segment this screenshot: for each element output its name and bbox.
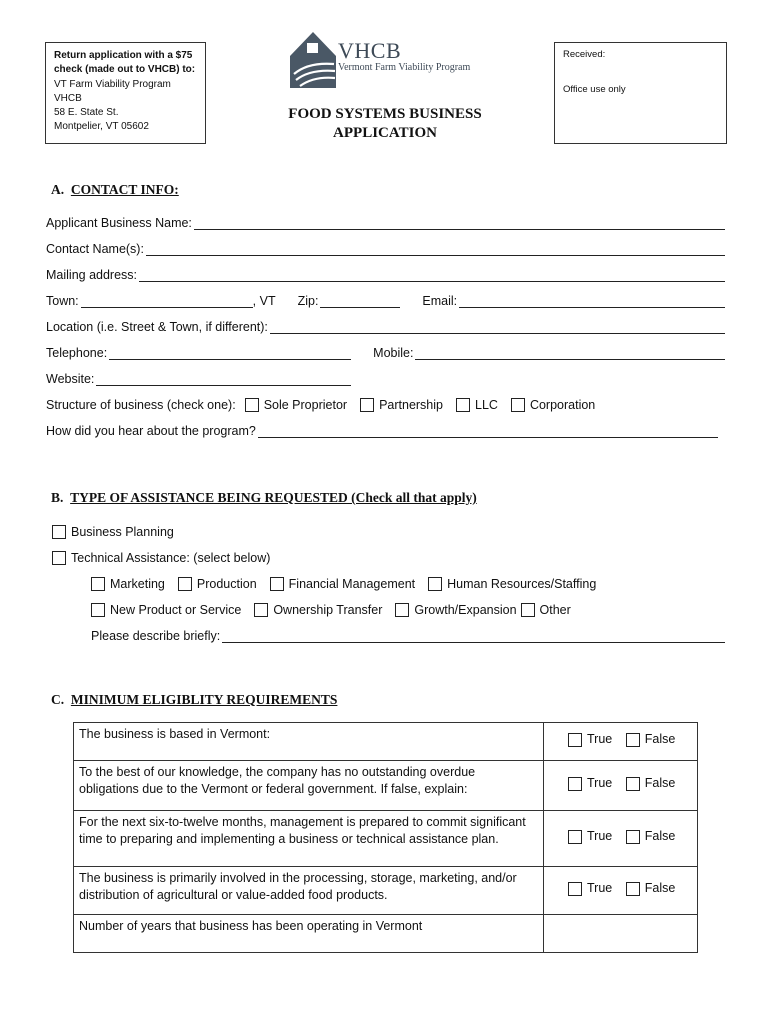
location-row <box>46 317 725 334</box>
eligibility-table <box>73 722 698 953</box>
business-name-row <box>46 213 725 230</box>
email-field[interactable] <box>459 294 725 308</box>
true-checkbox[interactable] <box>568 777 582 791</box>
technical-row <box>52 548 725 565</box>
option-business-planning[interactable] <box>52 525 174 539</box>
email-label: Email: <box>422 294 458 308</box>
telephone-row <box>46 343 725 360</box>
human-resources-checkbox[interactable] <box>428 577 442 591</box>
table-row <box>74 915 698 953</box>
growth-expansion-label: Growth/Expansion <box>414 603 517 617</box>
marketing-checkbox[interactable] <box>91 577 105 591</box>
location-field[interactable] <box>270 320 725 334</box>
true-label: True <box>587 732 613 747</box>
false-label: False <box>644 732 676 747</box>
assistance-row-1 <box>91 574 725 591</box>
describe-field[interactable] <box>222 629 725 643</box>
business-planning-label: Business Planning <box>71 525 174 539</box>
true-false-cell <box>544 761 698 811</box>
false-checkbox[interactable] <box>626 733 640 747</box>
office-use-label: Office use only <box>563 84 626 95</box>
financial-management-label: Financial Management <box>288 577 416 591</box>
true-false-cell <box>544 811 698 867</box>
false-checkbox[interactable] <box>626 830 640 844</box>
mobile-field[interactable] <box>415 346 725 360</box>
town-row <box>46 291 725 308</box>
section-a-title: CONTACT INFO: <box>70 182 179 197</box>
zip-field[interactable] <box>320 294 400 308</box>
partnership-checkbox[interactable] <box>360 398 374 412</box>
ownership-transfer-checkbox[interactable] <box>254 603 268 617</box>
mailing-field[interactable] <box>139 268 725 282</box>
option-new-product[interactable] <box>91 603 241 617</box>
table-row <box>74 811 698 867</box>
false-checkbox[interactable] <box>626 777 640 791</box>
option-ownership-transfer[interactable] <box>254 603 382 617</box>
structure-row <box>46 395 725 412</box>
telephone-field[interactable] <box>109 346 351 360</box>
return-line-2: check (made out to VHCB) to: <box>54 64 196 76</box>
vt-label: , VT <box>252 294 276 308</box>
logo-subtitle: Vermont Farm Viability Program <box>338 62 471 73</box>
received-box <box>554 42 727 144</box>
option-human-resources[interactable] <box>428 577 596 591</box>
hear-field[interactable] <box>258 424 718 438</box>
eligibility-question: For the next six-to-twelve months, management is prepared to commit significant time to preparing and implementing a business or technical assistance plan. <box>74 811 544 867</box>
partnership-label: Partnership <box>379 398 443 412</box>
true-false-cell <box>544 867 698 915</box>
ownership-transfer-label: Ownership Transfer <box>273 603 383 617</box>
title-line-1: FOOD SYSTEMS BUSINESS <box>288 106 482 122</box>
technical-assistance-checkbox[interactable] <box>52 551 66 565</box>
technical-assistance-label: Technical Assistance: (select below) <box>71 551 271 565</box>
describe-row <box>91 626 725 643</box>
describe-label: Please describe briefly: <box>91 629 221 643</box>
received-label: Received: <box>563 49 606 60</box>
true-option[interactable] <box>568 731 612 748</box>
production-checkbox[interactable] <box>178 577 192 591</box>
section-b-heading <box>51 490 477 506</box>
false-option[interactable] <box>626 880 676 897</box>
false-checkbox[interactable] <box>626 882 640 896</box>
section-b-letter: B. <box>51 490 64 505</box>
website-row <box>46 369 725 386</box>
option-sole-proprietor[interactable] <box>245 398 347 412</box>
llc-checkbox[interactable] <box>456 398 470 412</box>
option-technical-assistance[interactable] <box>52 551 270 565</box>
business-name-field[interactable] <box>194 216 725 230</box>
section-a-heading <box>51 182 179 198</box>
sole-proprietor-checkbox[interactable] <box>245 398 259 412</box>
true-false-cell <box>544 723 698 761</box>
false-label: False <box>644 776 676 791</box>
false-label: False <box>644 881 676 896</box>
option-marketing[interactable] <box>91 577 165 591</box>
false-option[interactable] <box>626 731 676 748</box>
false-option[interactable] <box>626 828 676 845</box>
other-label: Other <box>539 603 571 617</box>
website-field[interactable] <box>96 372 351 386</box>
true-checkbox[interactable] <box>568 733 582 747</box>
true-checkbox[interactable] <box>568 830 582 844</box>
option-other[interactable] <box>521 603 571 617</box>
true-label: True <box>587 776 613 791</box>
option-growth-expansion[interactable] <box>395 603 516 617</box>
assistance-row-2 <box>91 600 725 617</box>
growth-expansion-checkbox[interactable] <box>395 603 409 617</box>
structure-label: Structure of business (check one): <box>46 398 236 412</box>
marketing-label: Marketing <box>110 577 165 591</box>
logo-title: VHCB <box>338 38 402 63</box>
false-label: False <box>644 829 676 844</box>
section-b-title: TYPE OF ASSISTANCE BEING REQUESTED (Check all that apply) <box>70 490 477 505</box>
hear-row <box>46 421 718 438</box>
section-c-letter: C. <box>51 692 65 707</box>
mailing-label: Mailing address: <box>46 268 138 282</box>
mailing-row <box>46 265 725 282</box>
false-option[interactable] <box>626 775 676 792</box>
title-line-2: APPLICATION <box>333 125 437 141</box>
website-label: Website: <box>46 372 95 386</box>
business-planning-checkbox[interactable] <box>52 525 66 539</box>
contact-names-row <box>46 239 725 256</box>
hear-label: How did you hear about the program? <box>46 424 256 438</box>
new-product-checkbox[interactable] <box>91 603 105 617</box>
true-option[interactable] <box>568 880 612 897</box>
option-production[interactable] <box>178 577 257 591</box>
true-label: True <box>587 881 613 896</box>
eligibility-question: To the best of our knowledge, the company has no outstanding overdue obligations due to the Vermont or federal government. If false, explain: <box>74 761 544 811</box>
mobile-label: Mobile: <box>373 346 414 360</box>
table-row <box>74 723 698 761</box>
section-c-title: MINIMUM ELIGIBLITY REQUIREMENTS <box>70 692 338 707</box>
human-resources-label: Human Resources/Staffing <box>447 577 597 591</box>
business-name-label: Applicant Business Name: <box>46 216 192 230</box>
application-title <box>260 105 510 143</box>
financial-management-checkbox[interactable] <box>270 577 284 591</box>
option-corporation[interactable] <box>511 398 595 412</box>
return-line-1: Return application with a $75 <box>54 50 193 61</box>
contact-names-field[interactable] <box>146 242 725 256</box>
business-planning-row <box>52 522 725 539</box>
return-line-5: 58 E. State St. <box>54 107 119 119</box>
true-option[interactable] <box>568 775 612 792</box>
return-line-6: Montpelier, VT 05602 <box>54 121 149 133</box>
option-financial-management[interactable] <box>270 577 415 591</box>
true-option[interactable] <box>568 828 612 845</box>
corporation-checkbox[interactable] <box>511 398 525 412</box>
option-llc[interactable] <box>456 398 498 412</box>
sole-proprietor-label: Sole Proprietor <box>263 398 348 412</box>
other-checkbox[interactable] <box>521 603 535 617</box>
new-product-label: New Product or Service <box>110 603 242 617</box>
section-c-heading <box>51 692 337 708</box>
true-label: True <box>587 829 613 844</box>
contact-names-label: Contact Name(s): <box>46 242 144 256</box>
location-label: Location (i.e. Street & Town, if different): <box>46 320 268 334</box>
true-checkbox[interactable] <box>568 882 582 896</box>
town-label: Town: <box>46 294 79 308</box>
telephone-label: Telephone: <box>46 346 108 360</box>
table-row <box>74 761 698 811</box>
corporation-label: Corporation <box>529 398 596 412</box>
years-operating-field[interactable] <box>544 915 698 953</box>
llc-label: LLC <box>475 398 498 412</box>
option-partnership[interactable] <box>360 398 443 412</box>
logo-text <box>338 38 470 73</box>
production-label: Production <box>196 577 257 591</box>
return-line-4: VHCB <box>54 92 82 104</box>
town-field[interactable] <box>81 294 253 308</box>
eligibility-question: Number of years that business has been operating in Vermont <box>74 915 544 953</box>
eligibility-question: The business is based in Vermont: <box>74 723 544 761</box>
eligibility-question: The business is primarily involved in the processing, storage, marketing, and/or distribution of agricultural or value-added food products. <box>74 867 544 915</box>
table-row <box>74 867 698 915</box>
return-line-3: VT Farm Viability Program <box>54 78 171 90</box>
section-a-letter: A. <box>51 182 65 197</box>
return-address-box <box>45 42 206 144</box>
zip-label: Zip: <box>297 294 319 308</box>
